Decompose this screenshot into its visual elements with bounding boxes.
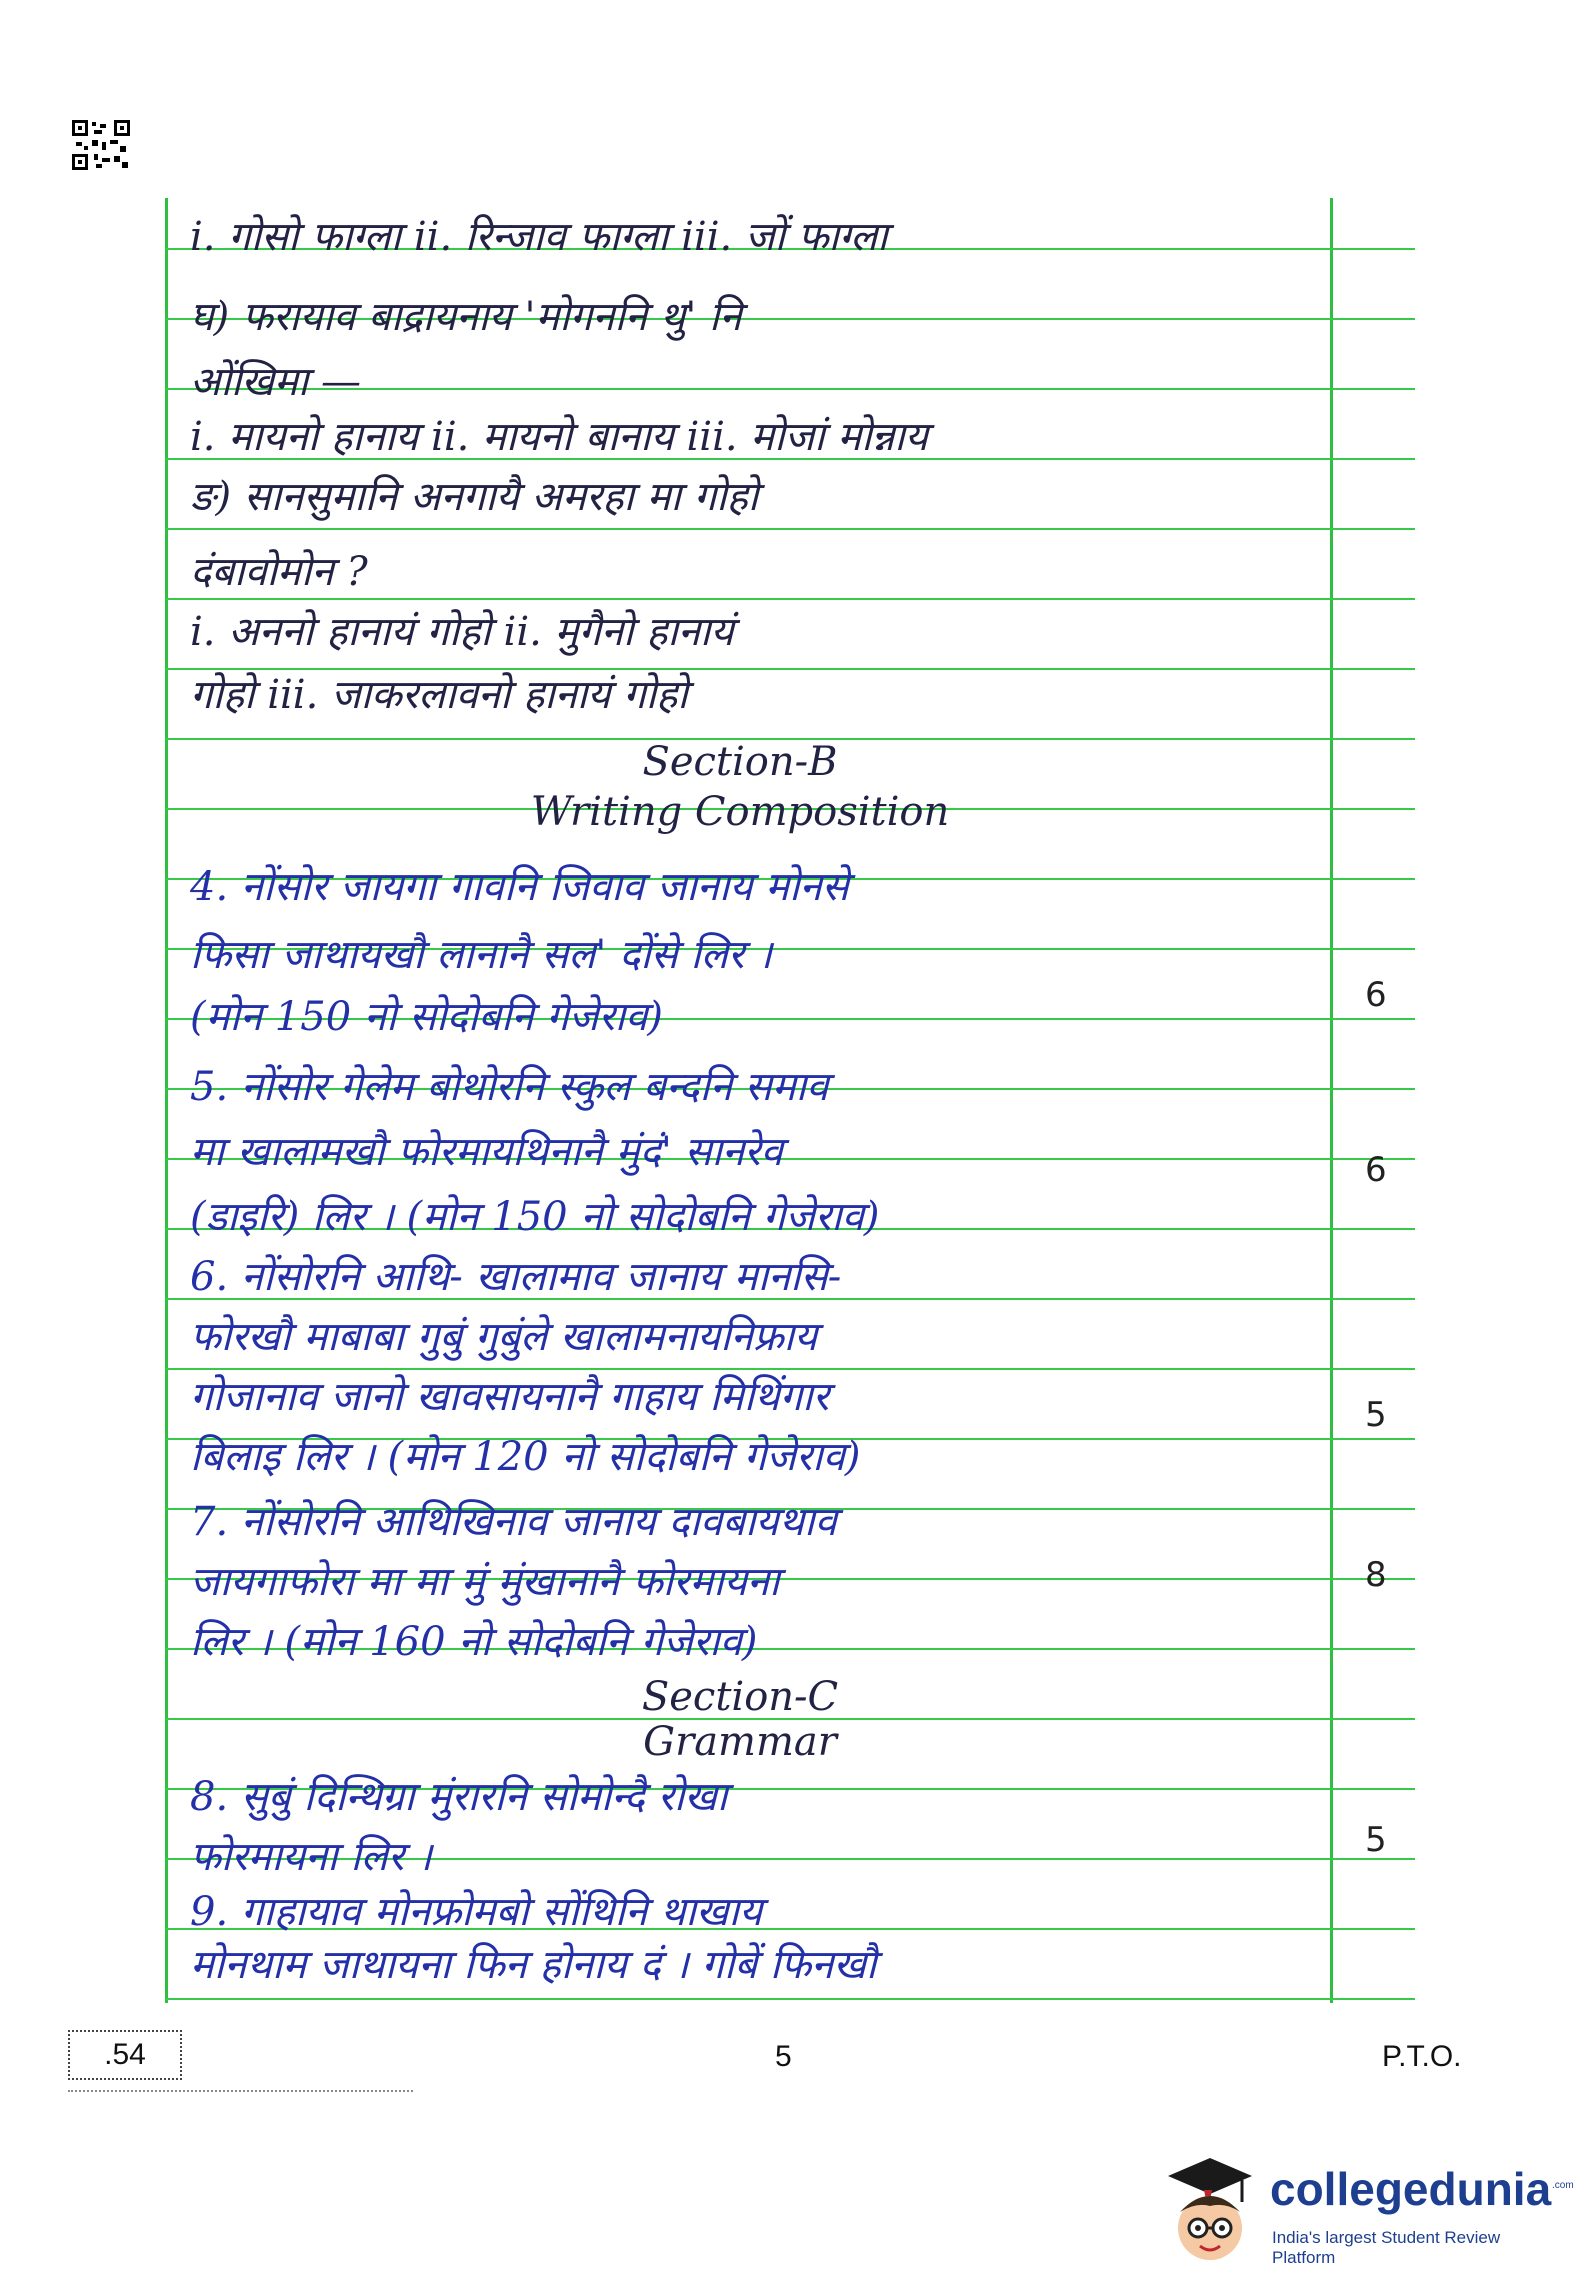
margin-line [165,198,168,2003]
handwritten-line: जायगाफोरा मा मा मुं मुंखानानै फोरमायना [190,1559,780,1605]
brand-tagline: India's largest Student Review Platform [1272,2228,1501,2267]
handwritten-line: i. अननो हानायं गोहो ii. मुगैनो हानायं [190,609,734,655]
handwritten-line: ओंखिमा — [190,359,361,405]
handwritten-line: दंबावोमोन ? [190,549,368,595]
handwritten-line: फोरखौ माबाबा गुबुं गुबुंले खालामनायनिफ्राय [190,1314,818,1360]
ruled-line [165,528,1415,530]
handwritten-line: घ) फरायाव बाद्रायनाय 'मोगननि थु' नि [190,294,742,340]
ruled-line [165,1998,1415,2000]
brand-domain: .com [1552,2180,1574,2191]
handwritten-line: लिर । (मोन 160 नो सोदोबनि गेजेराव) [190,1619,758,1665]
section-c-title: Section-C [641,1674,839,1720]
handwritten-line: ङ) सानसुमानि अनगायै अमरहा मा गोहो [190,474,759,520]
section-c-subtitle: Grammar [643,1719,837,1765]
section-b-title: Section-B [642,739,838,785]
pto-label: P.T.O. [1382,2040,1462,2073]
right-margin-line [1330,198,1333,2003]
marks-label: 6 [1365,1150,1387,1190]
collegedunia-logo [1160,2150,1574,2270]
handwritten-line: i. गोसो फाग्ला ii. रिन्जाव फाग्ला iii. जों फाग्ला [190,214,888,260]
handwritten-line: फिसा जाथायखौ लानानै सल' दोंसे लिर । [190,932,773,978]
handwritten-line: गोहो iii. जाकरलावनो हानायं गोहो [190,672,688,718]
dotted-divider [68,2090,413,2092]
handwritten-line: फोरमायना लिर । [190,1834,433,1880]
handwritten-line: i. मायनो हानाय ii. मायनो बानाय iii. मोजां मोन्नाय [190,414,928,460]
marks-label: 6 [1365,975,1387,1015]
page-number: 5 [775,2040,792,2073]
handwritten-line: (मोन 150 नो सोदोबनि गेजेराव) [190,994,664,1040]
paper-code: .54 [68,2030,182,2080]
qr-code-icon [72,120,130,170]
handwritten-line: गोजानाव जानो खावसायनानै गाहाय मिथिंगार [190,1374,829,1420]
handwritten-line: मा खालामखौ फोरमायथिनानै मुंदं' सानरेव [190,1129,783,1175]
handwritten-line: 8. सुबुं दिन्थिग्रा मुंरारनि सोमोन्दै रोखा [190,1774,728,1820]
handwritten-line: 9. गाहायाव मोनफ्रोमबो सोंथिनि थाखाय [190,1889,763,1935]
handwritten-line: 4. नोंसोर जायगा गावनि जिवाव जानाय मोनसे [190,864,849,910]
marks-label: 5 [1365,1395,1387,1435]
handwritten-line: 7. नोंसोरनि आथिखिनाव जानाय दावबायथाव [190,1499,837,1545]
section-b-subtitle: Writing Composition [530,789,950,835]
handwritten-line: 5. नोंसोर गेलेम बोथोरनि स्कुल बन्दनि समाव [190,1064,829,1110]
student-mascot-icon [1160,2150,1260,2270]
handwritten-line: 6. नोंसोरनि आथि- खालामाव जानाय मानसि- [190,1254,842,1300]
marks-label: 5 [1365,1820,1387,1860]
brand-name: collegedunia [1270,2163,1552,2215]
marks-label: 8 [1365,1555,1387,1595]
handwritten-line: मोनथाम जाथायना फिन होनाय दं । गोबें फिनखौ [190,1942,877,1988]
handwritten-line: (डाइरि) लिर । (मोन 150 नो सोदोबनि गेजेराव) [190,1194,880,1240]
handwritten-line: बिलाइ लिर । (मोन 120 नो सोदोबनि गेजेराव) [190,1434,861,1480]
